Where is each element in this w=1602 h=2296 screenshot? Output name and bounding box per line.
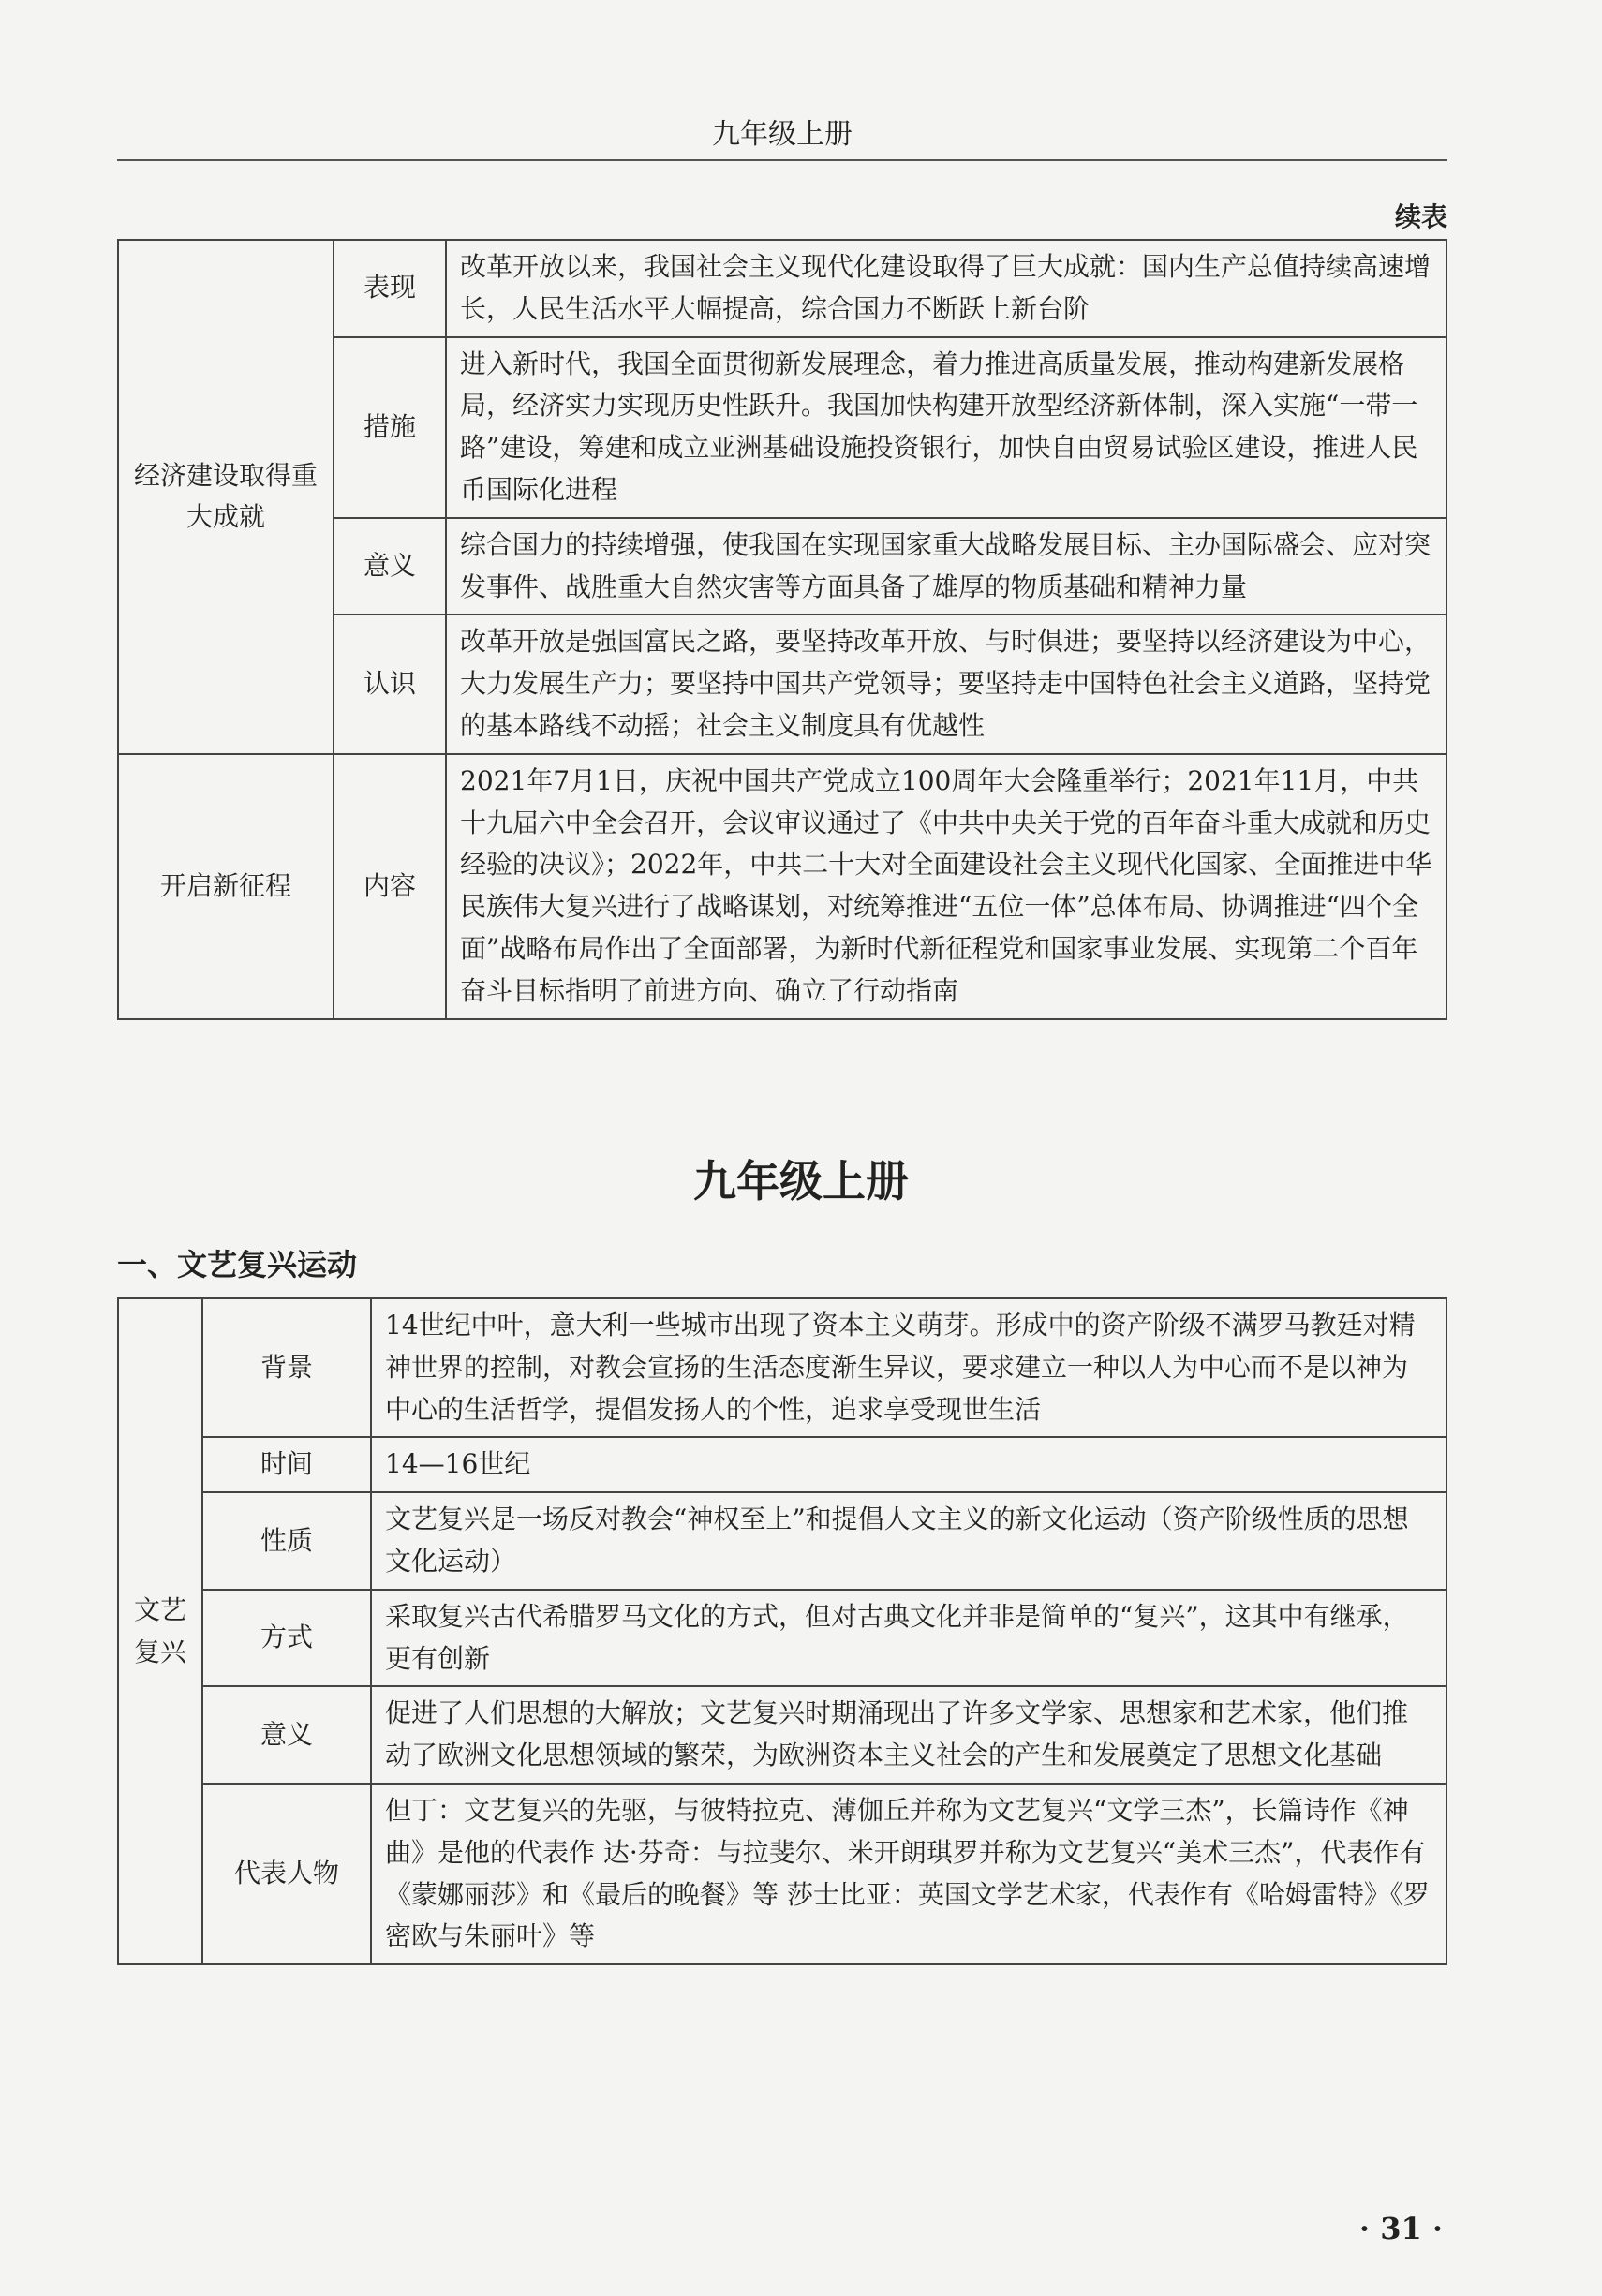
cell: 综合国力的持续增强，使我国在实现国家重大战略发展目标、主办国际盛会、应对突发事件、战胜重大自然灾害等方面具备了雄厚的物质基础和精神力量	[446, 518, 1446, 615]
cell: 采取复兴古代希腊罗马文化的方式，但对古典文化并非是简单的“复兴”，这其中有继承，更有创新	[371, 1590, 1446, 1687]
cell: 意义	[334, 518, 446, 615]
cell: 认识	[334, 615, 446, 753]
cell: 意义	[202, 1686, 371, 1784]
cell: 背景	[202, 1298, 371, 1437]
table-row	[118, 240, 1446, 337]
header-rule	[117, 159, 1447, 161]
page-title: 九年级上册	[693, 1156, 909, 1207]
table-row	[118, 754, 1446, 1019]
table-row	[118, 1784, 1446, 1964]
cell: 进入新时代，我国全面贯彻新发展理念，着力推进高质量发展，推动构建新发展格局，经济实力实现历史性跃升。我国加快构建开放型经济新体制，深入实施“一带一路”建设，筹建和成立亚洲基础设施投资银行，加快自由贸易试验区建设，推进人民币国际化进程	[446, 337, 1446, 518]
cell: 文艺复兴是一场反对教会“神权至上”和提倡人文主义的新文化运动（资产阶级性质的思想文化运动）	[371, 1492, 1446, 1590]
cell: 14世纪中叶，意大利一些城市出现了资本主义萌芽。形成中的资产阶级不满罗马教廷对精神世界的控制，对教会宣扬的生活态度渐生异议，要求建立一种以人为中心而不是以神为中心的生活哲学，提倡发扬人的个性，追求享受现世生活	[371, 1298, 1446, 1437]
cell: 经济建设取得重大成就	[118, 240, 334, 754]
cell: 但丁：文艺复兴的先驱，与彼特拉克、薄伽丘并称为文艺复兴“文学三杰”，长篇诗作《神曲》是他的代表作 达·芬奇：与拉斐尔、米开朗琪罗并称为文艺复兴“美术三杰”，代表作有《蒙娜丽莎》和《最后的晚餐》等 莎士比亚：英国文学艺术家，代表作有《哈姆雷特》《罗密欧与朱丽叶》等	[371, 1784, 1446, 1964]
table-row	[118, 1492, 1446, 1590]
table-row	[118, 1686, 1446, 1784]
cell: 表现	[334, 240, 446, 337]
section-title: 一、文艺复兴运动	[117, 1247, 358, 1282]
cell: 内容	[334, 754, 446, 1019]
cell: 改革开放以来，我国社会主义现代化建设取得了巨大成就：国内生产总值持续高速增长，人民生活水平大幅提高，综合国力不断跃上新台阶	[446, 240, 1446, 337]
cell: 14—16世纪	[371, 1437, 1446, 1492]
table-row	[118, 1437, 1446, 1492]
cell: 促进了人们思想的大解放；文艺复兴时期涌现出了许多文学家、思想家和艺术家，他们推动了欧洲文化思想领域的繁荣，为欧洲资本主义社会的产生和发展奠定了思想文化基础	[371, 1686, 1446, 1784]
cell: 改革开放是强国富民之路，要坚持改革开放、与时俱进；要坚持以经济建设为中心，大力发展生产力；要坚持中国共产党领导；要坚持走中国特色社会主义道路，坚持党的基本路线不动摇；社会主义制度具有优越性	[446, 615, 1446, 753]
cell: 时间	[202, 1437, 371, 1492]
table-row	[118, 1590, 1446, 1687]
table-1	[117, 239, 1447, 1020]
cell: 性质	[202, 1492, 371, 1590]
cell: 2021年7月1日，庆祝中国共产党成立100周年大会隆重举行；2021年11月，中共十九届六中全会召开，会议审议通过了《中共中央关于党的百年奋斗重大成就和历史经验的决议》；2022年，中共二十大对全面建设社会主义现代化国家、全面推进中华民族伟大复兴进行了战略谋划，对统筹推进“五位一体”总体布局、协调推进“四个全面”战略布局作出了全面部署，为新时代新征程党和国家事业发展、实现第二个百年奋斗目标指明了前进方向、确立了行动指南	[446, 754, 1446, 1019]
cell: 代表人物	[202, 1784, 371, 1964]
cell: 措施	[334, 337, 446, 518]
page-number: · 31 ·	[1358, 2211, 1443, 2246]
cell: 开启新征程	[118, 754, 334, 1019]
continued-label: 续表	[1394, 201, 1447, 232]
cell: 文艺复兴	[118, 1298, 202, 1964]
table-row	[118, 1298, 1446, 1437]
running-header: 九年级上册	[712, 118, 853, 151]
cell: 方式	[202, 1590, 371, 1687]
table-2	[117, 1297, 1447, 1965]
